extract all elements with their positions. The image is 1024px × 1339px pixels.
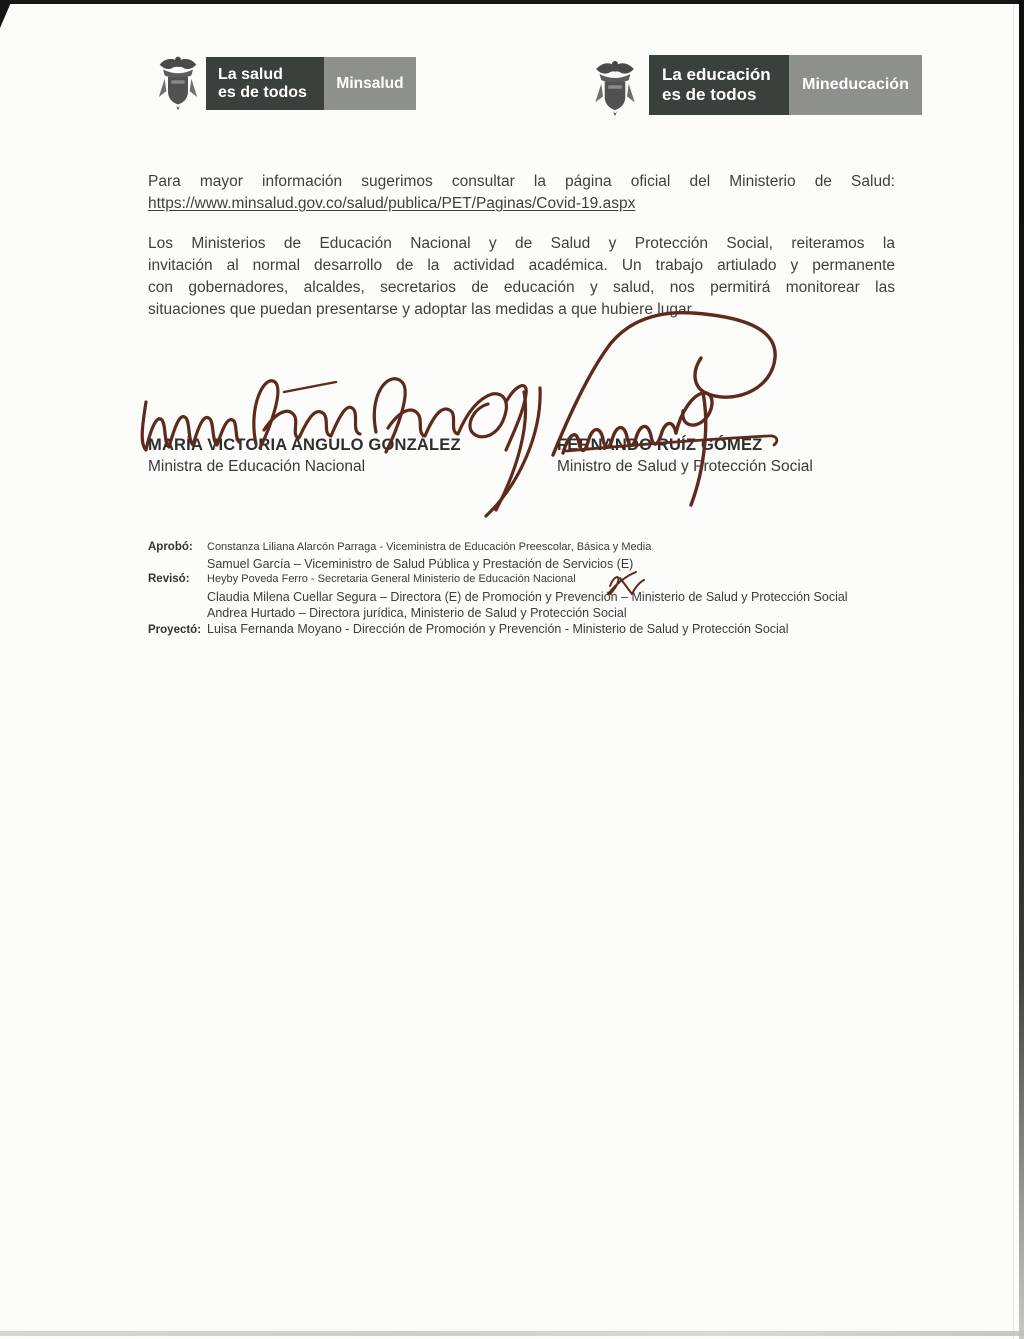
scan-edge-bottom — [0, 1331, 1024, 1336]
minsalud-brand-label: Minsalud — [336, 74, 404, 92]
signatory-block-health — [557, 436, 813, 476]
colombia-coat-of-arms-icon — [153, 52, 203, 112]
approval-row — [148, 573, 923, 589]
approval-label: Aprobó: — [148, 541, 193, 553]
minsalud-brand-box — [324, 57, 416, 110]
minsalud-tagline-line2: es de todos — [218, 83, 307, 101]
body-line: Los Ministerios de Educación Nacional y de Salud y Protección Social, reiteramos la — [148, 235, 895, 252]
mineducacion-tagline-box — [649, 55, 789, 115]
approval-block — [148, 541, 923, 638]
minsalud-tagline-box — [206, 57, 324, 110]
approval-text: Claudia Milena Cuellar Segura – Directora (E) de Promoción y Prevención – Ministerio de Salud y Protección Social — [207, 589, 848, 604]
scan-edge-top — [0, 0, 1024, 4]
approval-row — [148, 606, 923, 622]
signatory-block-education — [148, 436, 461, 476]
body-line: invitación al normal desarrollo de la actividad académica. Un trabajo artiulado y permanente — [148, 257, 895, 274]
body-line: situaciones que puedan presentarse y adoptar las medidas a que hubiere lugar. — [148, 301, 696, 318]
intro-line: Para mayor información sugerimos consultar la página oficial del Ministerio de Salud: — [148, 173, 895, 190]
signatory-title: Ministra de Educación Nacional — [148, 458, 366, 475]
intro-link-line — [148, 193, 895, 215]
approval-text: Heyby Poveda Ferro - Secretaria General Ministerio de Educación Nacional — [207, 573, 576, 586]
approval-text: Constanza Liliana Alarcón Parraga - Viceministra de Educación Preescolar, Básica y Media — [207, 541, 652, 553]
covid-info-link[interactable]: https://www.minsalud.gov.co/salud/publica/PET/Paginas/Covid-19.aspx — [148, 195, 636, 212]
approval-row — [148, 590, 923, 606]
scan-edge-right — [1019, 0, 1024, 1339]
mineducacion-tagline-line2: es de todos — [662, 85, 757, 104]
scan-edge-top-corner — [0, 0, 12, 28]
mineducacion-tagline-line1: La educación — [662, 65, 771, 84]
approval-row — [148, 622, 923, 638]
signatory-name: MARÍA VICTORIA ANGULO GONZÁLEZ — [148, 436, 461, 454]
approval-label: Revisó: — [148, 573, 190, 586]
intro-paragraph — [148, 171, 895, 215]
colombia-coat-of-arms-icon — [587, 57, 643, 117]
approval-label: Proyectó: — [148, 623, 202, 636]
approval-text: Samuel García – Viceministro de Salud Pública y Prestación de Servicios (E) — [207, 557, 634, 572]
approval-row — [148, 541, 923, 557]
scan-edge-right-line — [1013, 0, 1014, 1339]
mineducacion-brand-label: Mineducación — [802, 76, 909, 93]
body-line: con gobernadores, alcaldes, secretarios de educación y salud, nos permitirá monitorear las — [148, 279, 895, 296]
fernando-ruiz-signature — [543, 303, 808, 518]
signatory-title: Ministro de Salud y Protección Social — [557, 458, 813, 475]
minsalud-tagline-line1: La salud — [218, 65, 283, 83]
approval-text: Luisa Fernanda Moyano - Dirección de Promoción y Prevención - Ministerio de Salud y Protección Social — [207, 621, 789, 636]
mineducacion-brand-box — [789, 55, 922, 115]
body-paragraph — [148, 233, 895, 321]
approval-text: Andrea Hurtado – Directora jurídica, Ministerio de Salud y Protección Social — [207, 605, 627, 620]
approval-row — [148, 557, 923, 573]
signatory-name: FERNANDO RUÍZ GÓMEZ — [557, 436, 763, 454]
